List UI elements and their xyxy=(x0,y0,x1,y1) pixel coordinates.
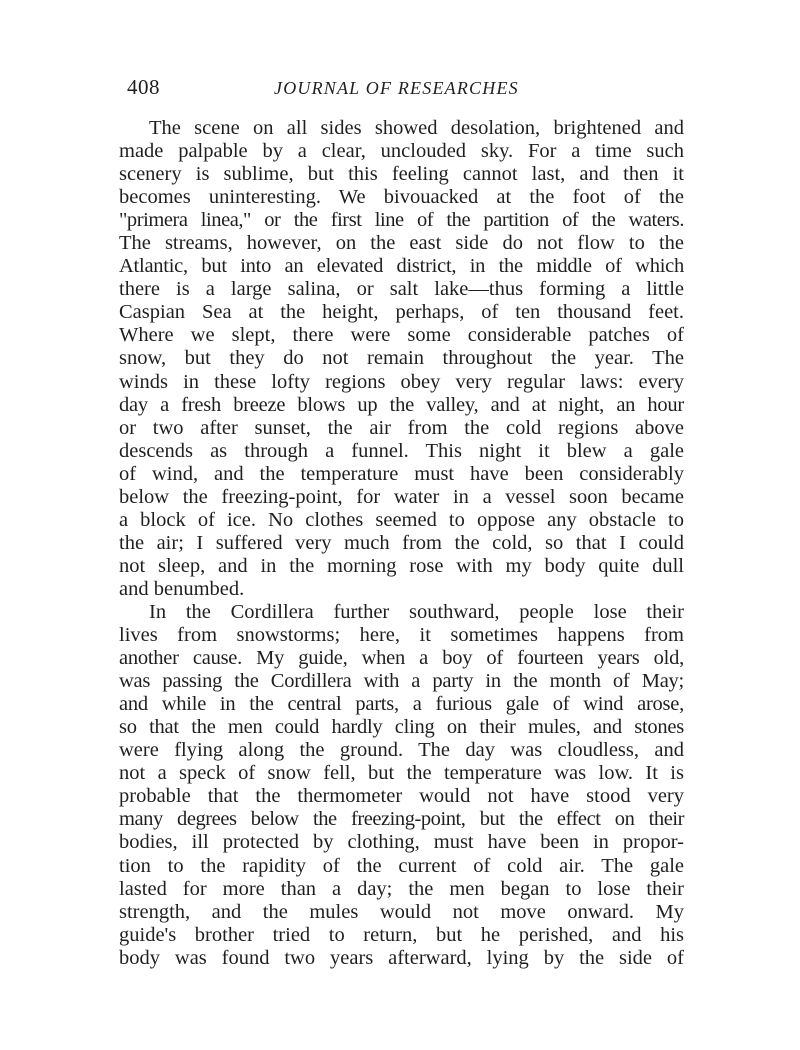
text-line: descends as through a funnel. This night it blew a gale xyxy=(119,439,684,462)
text-line: lives from snowstorms; here, it sometimes happens from xyxy=(119,624,684,647)
text-line: day a fresh breeze blows up the valley, and at night, an hour xyxy=(119,393,684,416)
text-line: many degrees below the freezing-point, but the effect on their xyxy=(119,808,684,831)
text-line: not sleep, and in the morning rose with my body quite dull xyxy=(119,554,684,577)
text-line: winds in these lofty regions obey very regular laws: every xyxy=(119,370,684,393)
text-line: guide's brother tried to return, but he perished, and his xyxy=(119,923,684,946)
text-line: probable that the thermometer would not have stood very xyxy=(119,785,684,808)
text-line: Atlantic, but into an elevated district, in the middle of which xyxy=(119,255,684,278)
text-line: was passing the Cordillera with a party in the month of May; xyxy=(119,670,684,693)
text-line: scenery is sublime, but this feeling cannot last, and then it xyxy=(119,163,684,186)
text-line: Where we slept, there were some considerable patches of xyxy=(119,324,684,347)
text-line: not a speck of snow fell, but the temperature was low. It is xyxy=(119,762,684,785)
text-line: so that the men could hardly cling on their mules, and stones xyxy=(119,716,684,739)
text-line: Caspian Sea at the height, perhaps, of ten thousand feet. xyxy=(119,301,684,324)
text-line: of wind, and the temperature must have been considerably xyxy=(119,462,684,485)
text-line: body was found two years afterward, lying by the side of xyxy=(119,946,684,969)
text-line: becomes uninteresting. We bivouacked at the foot of the xyxy=(119,186,684,209)
body-text xyxy=(119,117,684,970)
running-head: JOURNAL OF RESEARCHES xyxy=(274,78,519,98)
text-line: below the freezing-point, for water in a vessel soon became xyxy=(119,485,684,508)
text-line: lasted for more than a day; the men began to lose their xyxy=(119,877,684,900)
text-line: tion to the rapidity of the current of cold air. The gale xyxy=(119,854,684,877)
text-line: The streams, however, on the east side do not flow to the xyxy=(119,232,684,255)
text-line: and benumbed. xyxy=(119,577,245,600)
text-line: In the Cordillera further southward, people lose their xyxy=(149,600,684,623)
text-line: The scene on all sides showed desolation, brightened and xyxy=(149,117,684,139)
text-line: "primera linea," or the first line of the partition of the waters. xyxy=(119,209,684,232)
text-line: strength, and the mules would not move onward. My xyxy=(119,900,684,923)
text-line: or two after sunset, the air from the cold regions above xyxy=(119,416,684,439)
text-line: snow, but they do not remain throughout the year. The xyxy=(119,347,684,370)
text-line: there is a large salina, or salt lake—thus forming a little xyxy=(119,278,684,301)
text-line: bodies, ill protected by clothing, must have been in propor- xyxy=(119,831,684,854)
text-line: made palpable by a clear, unclouded sky. For a time such xyxy=(119,140,684,163)
text-line: and while in the central parts, a furious gale of wind arose, xyxy=(119,693,684,716)
text-line: were flying along the ground. The day was cloudless, and xyxy=(119,739,684,762)
text-line: the air; I suffered very much from the cold, so that I could xyxy=(119,531,684,554)
text-line: a block of ice. No clothes seemed to oppose any obstacle to xyxy=(119,508,684,531)
text-line: another cause. My guide, when a boy of fourteen years old, xyxy=(119,647,684,670)
page-header xyxy=(0,74,800,104)
page-number: 408 xyxy=(127,75,160,99)
